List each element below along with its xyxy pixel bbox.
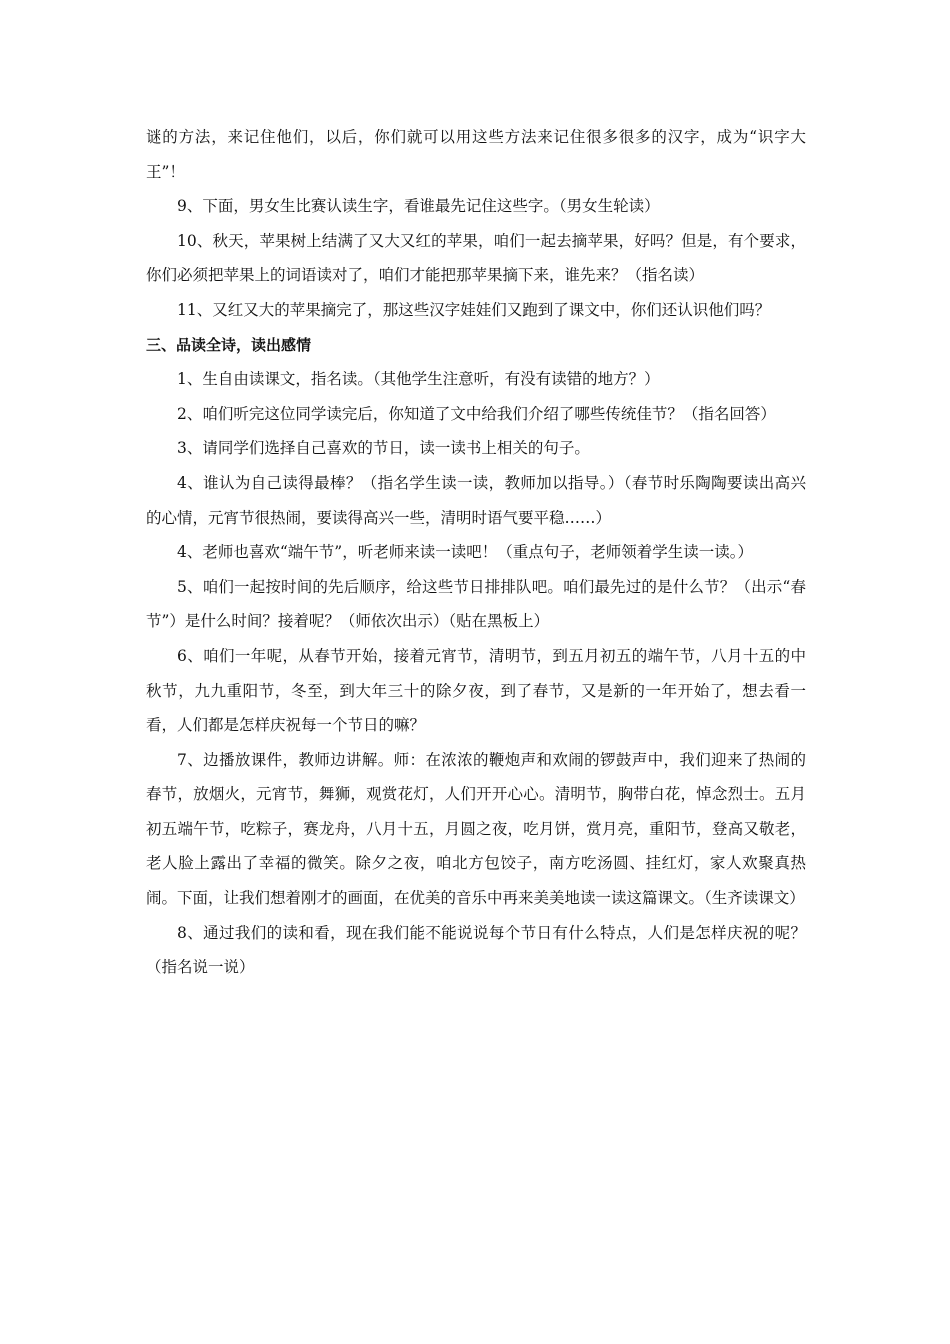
paragraph-continuation: 谜的方法，来记住他们，以后，你们就可以用这些方法来记住很多很多的汉字，成为“识字大王”！	[146, 128, 806, 181]
paragraph-section3-step-4a: 4、谁认为自己读得最棒？（指名学生读一读，教师加以指导。）（春节时乐陶陶要读出高兴的心情，元宵节很热闹，要读得高兴一些，清明时语气要平稳……）	[146, 473, 806, 527]
paragraph-step-11: 11、又红又大的苹果摘完了，那这些汉字娃娃们又跑到了课文中，你们还认识他们吗？	[177, 300, 771, 319]
paragraph-section3-step-2: 2、咱们听完这位同学读完后，你知道了文中给我们介绍了哪些传统佳节？（指名回答）	[177, 404, 776, 423]
paragraph-section3-step-6: 6、咱们一年呢，从春节开始，接着元宵节，清明节，到五月初五的端午节，八月十五的中秋节，九九重阳节，冬至，到大年三十的除夕夜，到了春节，又是新的一年开始了，想去看一看，人们都是怎样庆祝每一个节日的嘛？	[146, 646, 806, 735]
paragraph-section3-step-8: 8、通过我们的读和看，现在我们能不能说说每个节日有什么特点，人们是怎样庆祝的呢？（指名说一说）	[146, 923, 806, 977]
document-body	[146, 120, 806, 985]
section-heading: 三、品读全诗，读出感情	[146, 335, 312, 354]
paragraph-section3-step-5: 5、咱们一起按时间的先后顺序，给这些节日排排队吧。咱们最先过的是什么节？（出示“春节”）是什么时间？接着呢？（师依次出示）（贴在黑板上）	[146, 577, 806, 631]
paragraph-step-10: 10、秋天，苹果树上结满了又大又红的苹果，咱们一起去摘苹果，好吗？但是，有个要求，你们必须把苹果上的词语读对了，咱们才能把那苹果摘下来，谁先来？（指名读）	[146, 231, 806, 285]
paragraph-section3-step-1: 1、生自由读课文，指名读。（其他学生注意听，有没有读错的地方？）	[177, 370, 660, 389]
paragraph-section3-step-4b: 4、老师也喜欢“端午节”，听老师来读一读吧！（重点句子，老师领着学生读一读。）	[177, 543, 753, 562]
paragraph-step-9: 9、下面，男女生比赛认读生字，看谁最先记住这些字。（男女生轮读）	[177, 197, 660, 216]
paragraph-section3-step-7: 7、边播放课件，教师边讲解。师：在浓浓的鞭炮声和欢闹的锣鼓声中，我们迎来了热闹的春节，放烟火，元宵节，舞狮，观赏花灯，人们开开心心。清明节，胸带白花，悼念烈士。五月初五端午节，吃粽子，赛龙舟，八月十五，月圆之夜，吃月饼，赏月亮，重阳节，登高又敬老，老人脸上露出了幸福的微笑。除夕之夜，咱北方包饺子，南方吃汤圆、挂红灯，家人欢聚真热闹。下面，让我们想着刚才的画面，在优美的音乐中再来美美地读一读这篇课文。（生齐读课文）	[146, 750, 806, 908]
paragraph-section3-step-3: 3、请同学们选择自己喜欢的节日，读一读书上相关的句子。	[177, 439, 590, 458]
